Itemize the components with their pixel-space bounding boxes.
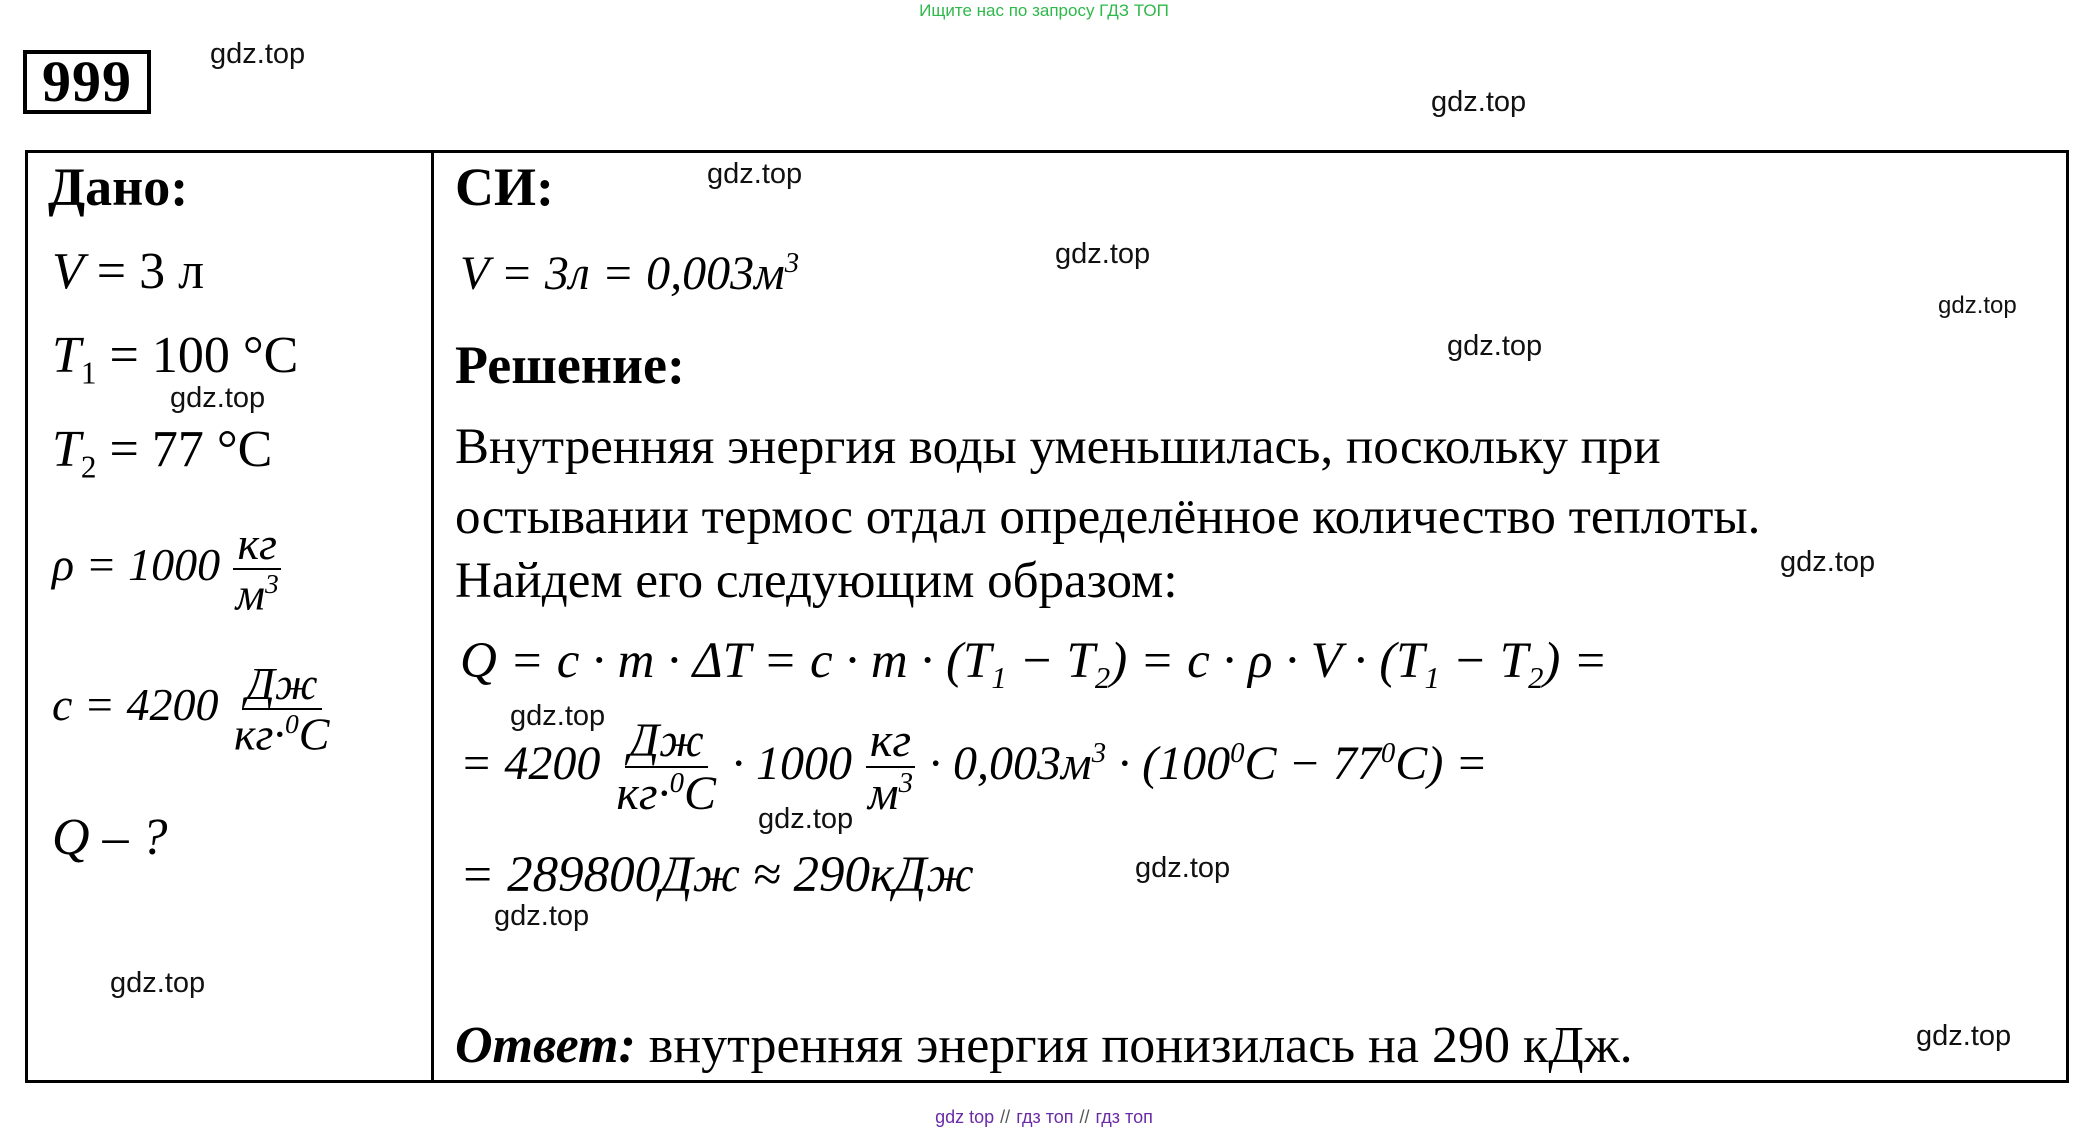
- solution-text-line: остывании термос отдал определённое количество теплоты.: [455, 489, 1761, 545]
- footer-links: gdz top // гдз топ // гдз топ: [935, 1107, 1153, 1127]
- given-t1: $T_1 = 100$ °C: [52, 327, 299, 391]
- solution-text-line: Внутренняя энергия воды уменьшилась, поскольку при: [455, 419, 1661, 475]
- watermark: gdz.top: [1431, 86, 1527, 118]
- watermark: gdz.top: [1916, 1020, 2012, 1052]
- footer-link[interactable]: гдз топ: [1016, 1107, 1074, 1127]
- si-heading: СИ:: [455, 157, 554, 217]
- watermark: gdz.top: [1780, 546, 1876, 578]
- watermark: gdz.top: [1447, 330, 1543, 362]
- watermark: gdz.top: [1135, 852, 1231, 884]
- given-unknown-q: Q – ?: [52, 809, 168, 866]
- watermark: gdz.top: [1055, 238, 1151, 270]
- formula-line-1: $Q = c \cdot m \cdot \Delta T = c \cdot m \cdot (T_1 - T_2) = c \cdot \rho \cdot V \cdot (T_1 - T_2)$ =: [460, 633, 1608, 696]
- watermark: gdz.top: [758, 803, 854, 835]
- given-volume: V = 3 л: [52, 243, 205, 300]
- footer-link[interactable]: gdz top: [935, 1107, 995, 1127]
- footer-link[interactable]: гдз топ: [1095, 1107, 1153, 1127]
- watermark: gdz.top: [494, 900, 590, 932]
- formula-line-2: = 4200 $\frac{Дж}{кг\cdot^0C}$ · 1000 $\frac{кг}{м^3}$ · $0,003м^3 \cdot (100^0C - 77^0C)$ =: [460, 714, 1488, 821]
- column-divider: [431, 150, 434, 1083]
- problem-number: 999: [23, 50, 151, 114]
- given-density: ρ = 1000 $\frac{кг}{м^3}$: [52, 520, 283, 619]
- watermark: gdz.top: [210, 38, 306, 70]
- watermark: gdz.top: [170, 382, 266, 414]
- formula-line-3: = 289800Дж ≈ 290кДж: [460, 847, 974, 903]
- answer-line: [455, 1016, 1633, 1075]
- given-heading: Дано:: [48, 157, 189, 217]
- watermark: gdz.top: [1938, 292, 2017, 319]
- given-t2: $T_2 = 77$ °C: [52, 421, 273, 485]
- watermark: gdz.top: [110, 967, 206, 999]
- solution-heading: Решение:: [455, 335, 685, 395]
- solution-frame: [25, 150, 2069, 1083]
- watermark: gdz.top: [707, 158, 803, 190]
- watermark: gdz.top: [510, 700, 606, 732]
- answer-text: внутренняя энергия понизилась на 290 кДж.: [635, 1017, 1633, 1074]
- si-conversion: $V = 3л = 0,003м^3$: [460, 247, 800, 300]
- answer-label: Ответ:: [455, 1017, 636, 1074]
- given-heat-capacity: c = 4200 $\frac{Дж}{кг\cdot^0C}$: [52, 658, 330, 760]
- solution-text-line: Найдем его следующим образом:: [455, 553, 1178, 609]
- search-banner[interactable]: Ищите нас по запросу ГДЗ ТОП: [919, 1, 1169, 20]
